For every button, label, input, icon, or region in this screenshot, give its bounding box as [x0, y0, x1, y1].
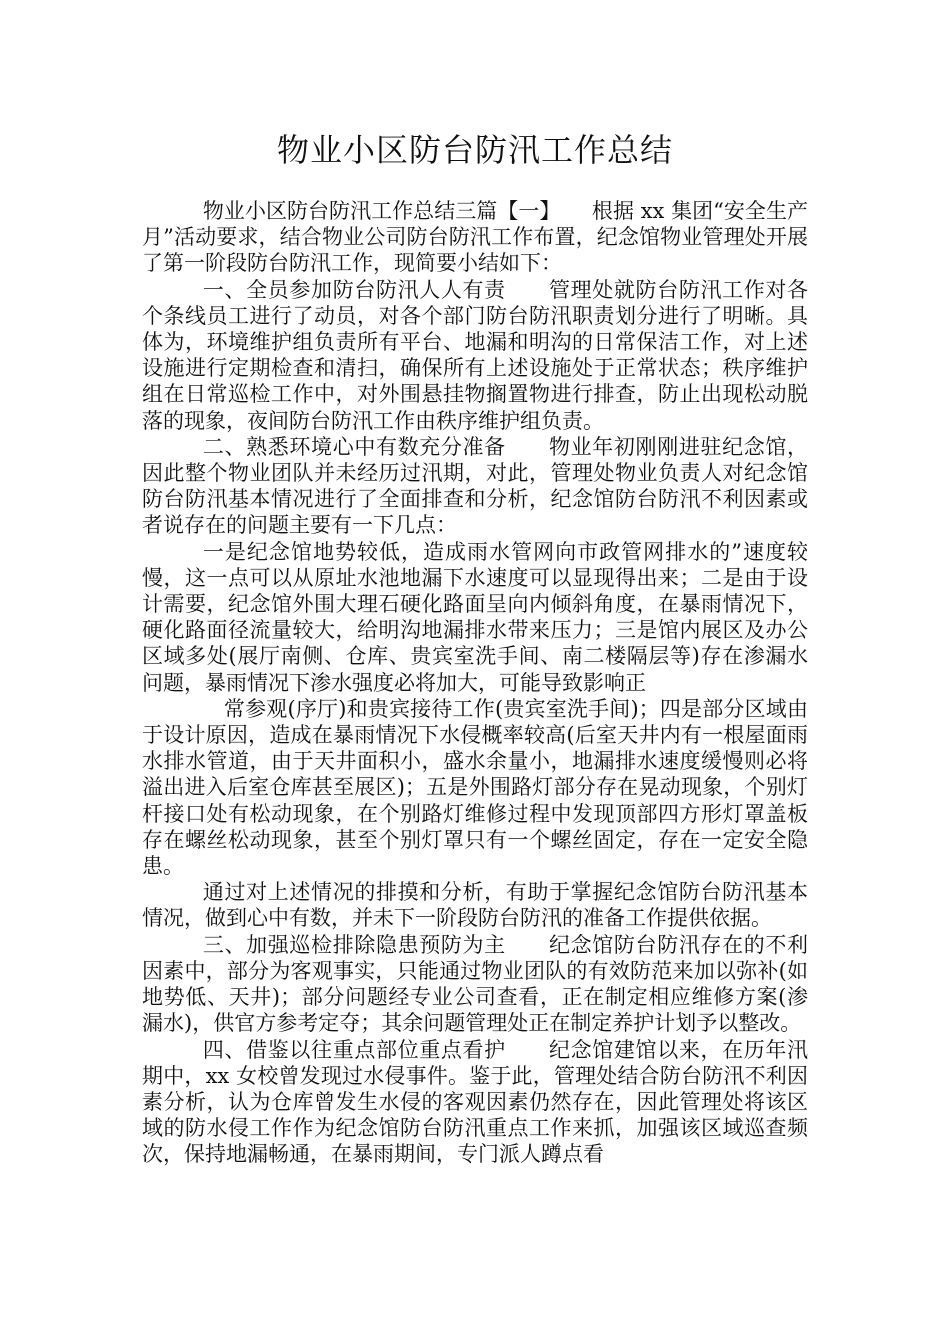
paragraph-problems: 一是纪念馆地势较低，造成雨水管网向市政管网排水的”速度较慢，这一点可以从原址水池地漏下水速度可以显现得出来；二是由于设计需要，纪念馆外围大理石硬化路面呈向内倾斜角度，在暴雨情况下，硬化路面径流量较大，给明沟地漏排水带来压力；三是馆内展区及办公区域多处(展厅南侧、仓库、贵宾室洗手间、南二楼隔层等)存在渗漏水问题，暴雨情况下渗水强度必将加大，可能导致影响正	[142, 539, 808, 695]
paragraph-problems-continued: 常参观(序厅)和贵宾接待工作(贵宾室洗手间)；四是部分区域由于设计原因，造成在暴雨情况下水侵概率较高(后室天井内有一根屋面雨水排水管道，由于天井面积小，盛水余量小，地漏排水速度缓慢则必将溢出进入后室仓库甚至展区)；五是外围路灯部分存在晃动现象，个别灯杆接口处有松动现象，在个别路灯维修过程中发现顶部四方形灯罩盖板存在螺丝松动现象，甚至个别灯罩只有一个螺丝固定，存在一定安全隐患。	[142, 696, 808, 879]
paragraph-section-2: 二、熟悉环境心中有数充分准备 物业年初刚刚进驻纪念馆，因此整个物业团队并未经历过汛期，对此，管理处物业负责人对纪念馆防台防汛基本情况进行了全面排查和分析，纪念馆防台防汛不利因素或者说存在的问题主要有一下几点：	[142, 434, 808, 538]
document-body	[142, 198, 808, 1168]
paragraph-intro: 物业小区防台防汛工作总结三篇【一】 根据 xx 集团“安全生产月”活动要求，结合物业公司防台防汛工作布置，纪念馆物业管理处开展了第一阶段防台防汛工作，现简要小结如下：	[142, 199, 808, 276]
document-title: 物业小区防台防汛工作总结	[276, 131, 673, 169]
paragraph-summary: 通过对上述情况的排摸和分析，有助于掌握纪念馆防台防汛基本情况，做到心中有数，并未下一阶段防台防汛的准备工作提供依据。	[142, 880, 808, 931]
paragraph-section-3: 三、加强巡检排除隐患预防为主 纪念馆防台防汛存在的不利因素中，部分为客观事实，只能通过物业团队的有效防范来加以弥补(如地势低、天井)；部分问题经专业公司查看，正在制定相应维修方案(渗漏水)，供官方参考定夺；其余问题管理处正在制定养护计划予以整改。	[142, 932, 808, 1036]
paragraph-section-4: 四、借鉴以往重点部位重点看护 纪念馆建馆以来，在历年汛期中，xx 女校曾发现过水侵事件。鉴于此，管理处结合防台防汛不利因素分析，认为仓库曾发生水侵的客观因素仍然存在，因此管理处将该区域的防水侵工作作为纪念馆防台防汛重点工作来抓，加强该区域巡查频次，保持地漏畅通，在暴雨期间，专门派人蹲点看	[142, 1037, 808, 1167]
paragraph-section-1: 一、全员参加防台防汛人人有责 管理处就防台防汛工作对各个条线员工进行了动员，对各个部门防台防汛职责划分进行了明晰。具体为，环境维护组负责所有平台、地漏和明沟的日常保洁工作，对上述设施进行定期检查和清扫，确保所有上述设施处于正常状态；秩序维护组在日常巡检工作中，对外围悬挂物搁置物进行排查，防止出现松动脱落的现象，夜间防台防汛工作由秩序维护组负责。	[142, 277, 808, 433]
